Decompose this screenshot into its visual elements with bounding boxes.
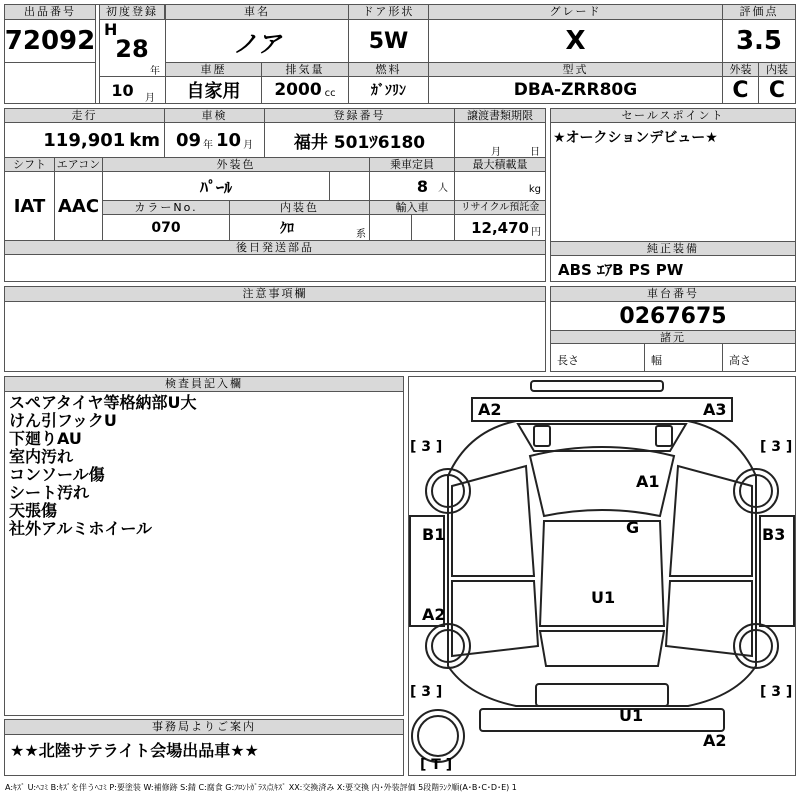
caution-label: 注意事項欄 [5, 287, 545, 302]
rear-window-shape [540, 631, 664, 666]
shift-label: シフト [5, 158, 55, 172]
inspector-note: スペアタイヤ等格納部U大 [9, 394, 197, 412]
shift: IAT [5, 172, 55, 240]
registration-label: 登録番号 [265, 109, 455, 123]
legend: A:ｷｽﾞ U:ﾍｺﾐ B:ｷｽﾞを伴うﾍｺﾐ P:要塗装 W:補修跡 S:錆 C:腐食 G:ﾌﾛﾝﾄｶﾞﾗｽ点ｷｽﾞ XX:交換済み X:要交換 内･外装評価 5段階ﾗﾝｸ順(A･B･C･D･E) 1 [5, 783, 517, 792]
era: H [104, 20, 118, 39]
rear-panel-shape [536, 684, 668, 706]
chassis-number: 0267675 [619, 303, 727, 329]
model-label: 型式 [429, 63, 723, 77]
inspector-note: コンソール傷 [9, 465, 105, 484]
lot-number-label: 出品番号 [5, 5, 96, 20]
tire-fr: 3 [771, 439, 782, 455]
mark-glass: G [626, 518, 640, 537]
transfer-month-unit: 月 [491, 147, 501, 157]
history: 自家用 [166, 77, 262, 103]
roof-shape [540, 521, 664, 626]
mileage-unit: km [129, 129, 160, 151]
max-load-unit: kg [528, 184, 541, 195]
inspector-notes [9, 394, 399, 554]
transfer-day-unit: 日 [530, 147, 540, 157]
displacement-unit: cc [324, 87, 336, 99]
registration-number: 福井 501ﾂ6180 [265, 123, 455, 157]
inspector-note: シート汚れ [9, 483, 90, 502]
first-reg-year: 28 [115, 35, 149, 63]
inspector-note: 社外アルミホイール [9, 519, 153, 538]
spare-tire-shape [412, 710, 464, 762]
rear-bumper-shape [480, 709, 724, 731]
spec-label: 諸元 [551, 330, 795, 344]
first-reg-month: 10 [100, 76, 145, 103]
office-label: 事務局よりご案内 [5, 720, 403, 735]
inspector-note: 下廻りAU [9, 429, 82, 448]
spare-tire-mark: [ T ] [420, 757, 453, 773]
inspection-label: 車検 [165, 109, 265, 123]
length-label: 長さ [551, 344, 645, 371]
tire-rl: 3 [421, 684, 432, 700]
exterior-color: ﾊﾟｰﾙ [103, 172, 330, 201]
height-label: 高さ [729, 354, 751, 367]
equipment-text: ABS ｴｱB PS PW [558, 261, 684, 279]
inspection-year-unit: 年 [203, 139, 213, 151]
later-parts-value [5, 255, 545, 281]
mark-floor: U1 [591, 588, 616, 607]
recycle-label: リサイクル預託金 [455, 201, 545, 215]
door-type: 5W [349, 20, 429, 62]
month-unit: 月 [145, 76, 165, 103]
mark-front-left: A2 [478, 400, 502, 419]
later-parts-label: 後日発送部品 [5, 240, 545, 255]
exterior-grade: C [723, 77, 759, 103]
sales-point-text: ★オークションデビュー★ [553, 130, 718, 146]
tire-rr: 3 [771, 684, 782, 700]
mileage-label: 走行 [5, 109, 165, 123]
aircon-label: エアコン [55, 158, 103, 172]
model: DBA-ZRR80G [429, 77, 723, 103]
fuel-label: 燃料 [349, 63, 429, 77]
car-diagram-svg [408, 376, 796, 776]
car-name: ノア [166, 20, 349, 62]
width-label: 幅 [645, 344, 723, 371]
mileage: 119,901 [43, 129, 126, 151]
score-label: 評価点 [723, 5, 795, 20]
lot-number: 72092 [5, 20, 96, 62]
grade-label: グレード [429, 5, 723, 20]
lot-number-blank [5, 62, 96, 103]
spare-tire: T [431, 757, 441, 773]
capacity-label: 乗車定員 [370, 158, 455, 172]
door-type-label: ドア形状 [349, 5, 429, 20]
equipment-label: 純正装備 [551, 241, 795, 256]
year-unit: 年 [150, 66, 160, 76]
capacity-unit: 人 [438, 182, 448, 194]
exterior-label: 外装 [723, 63, 759, 77]
fuel: ｶﾞｿﾘﾝ [349, 77, 429, 103]
left-window-shape [452, 466, 534, 576]
inspection-month-unit: 月 [243, 139, 254, 151]
exterior-color-extra [330, 172, 370, 201]
chassis-label: 車台番号 [551, 287, 795, 302]
front-bumper-shape [531, 381, 663, 391]
import-value [370, 215, 412, 240]
mark-roof: A1 [636, 472, 660, 491]
exterior-color-label: 外装色 [103, 158, 370, 172]
inspector-label: 検査員記入欄 [5, 377, 403, 392]
interior-color-label: 内装色 [230, 201, 370, 215]
interior-grade: C [768, 77, 786, 103]
mark-rear-right: A2 [703, 731, 727, 750]
tire-fl-mark: [ 3 ] [410, 439, 443, 455]
inspection-year: 09 [175, 129, 201, 151]
recycle-fee: 12,470 [471, 218, 529, 237]
first-registration-label: 初度登録 [100, 5, 165, 20]
recycle-unit: 円 [531, 227, 541, 238]
car-name-label: 車名 [166, 5, 349, 20]
mark-left-side: B1 [422, 525, 446, 544]
displacement-label: 排気量 [262, 63, 349, 77]
grade: X [429, 20, 723, 62]
tire-rr-mark: [ 3 ] [760, 684, 793, 700]
right-window-shape [670, 466, 752, 576]
sales-point-label: セールスポイント [551, 109, 795, 123]
body-outline-shape [448, 421, 756, 706]
office-text: ★★北陸サテライト会場出品車★★ [10, 741, 259, 758]
interior-color-unit: 系 [356, 229, 366, 240]
tire-fr-mark: [ 3 ] [760, 439, 793, 455]
max-load-label: 最大積載量 [455, 158, 545, 172]
interior-color: ｸﾛ [280, 221, 294, 237]
inspector-note: 室内汚れ [9, 447, 74, 466]
aircon: AAC [55, 172, 103, 240]
transfer-deadline-label: 譲渡書類期限 [455, 109, 545, 123]
front-panel-shape [472, 398, 732, 421]
color-number: 070 [103, 215, 230, 240]
mark-right-side: B3 [762, 525, 786, 544]
capacity: 8 [416, 176, 428, 196]
history-label: 車歴 [166, 63, 262, 77]
color-number-label: カラーNo. [103, 201, 230, 215]
mark-front-right: A3 [703, 400, 727, 419]
inspector-note: 天張傷 [9, 501, 58, 520]
interior-label: 内装 [759, 63, 795, 77]
displacement: 2000 [274, 80, 322, 100]
mark-rear-left: A2 [422, 605, 446, 624]
tire-fl: 3 [421, 439, 432, 455]
tire-rl-mark: [ 3 ] [410, 684, 443, 700]
score: 3.5 [735, 26, 783, 56]
inspector-note: けん引フックU [9, 411, 117, 430]
mark-rear: U1 [619, 706, 644, 725]
inspection-month: 10 [216, 129, 242, 151]
import-label: 輸入車 [370, 201, 455, 215]
import-value-2 [412, 215, 455, 240]
